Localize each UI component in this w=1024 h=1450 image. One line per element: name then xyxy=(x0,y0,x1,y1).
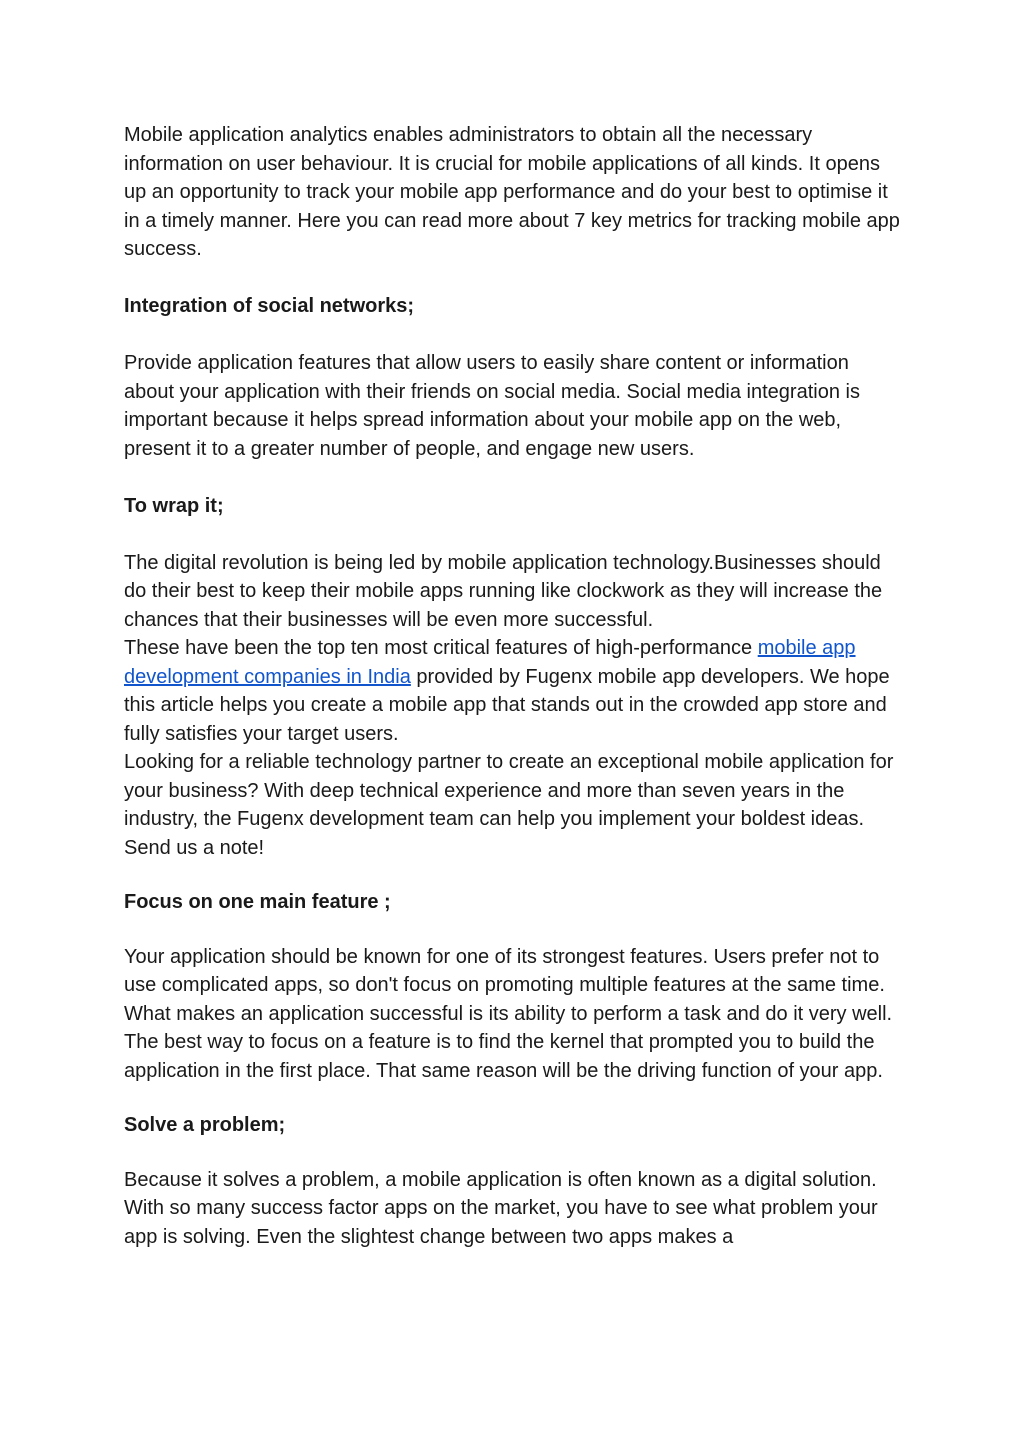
focus-paragraph: Your application should be known for one of its strongest features. Users prefer not to use complicated apps, so don't focus on promoting multiple features at the same time. What makes an application successful is its ability to perform a task and do it very well. The best way to focus on a feature is to find the kernel that prompted you to build the application in the first place. That same reason will be the driving function of your app. xyxy=(124,945,893,1082)
wrap-paragraph-3: Looking for a reliable technology partner to create an exceptional mobile application for your business? With deep technical experience and more than seven years in the industry, the Fugenx development team can help you implement your boldest ideas. Send us a note! xyxy=(124,751,894,859)
heading-social-networks: Integration of social networks; xyxy=(124,295,415,317)
mobile-app-development-link[interactable]: mobile app development companies in India xyxy=(124,637,856,688)
wrap-paragraph-2-tail: provided by Fugenx mobile app developers. We hope this article helps you create a mobile app that stands out in the crowded app store and fully satisfies your target users. xyxy=(124,665,890,745)
document-page xyxy=(124,121,900,1251)
heading-to-wrap-it: To wrap it; xyxy=(124,494,224,517)
intro-paragraph: Mobile application analytics enables administrators to obtain all the necessary information on user behaviour. It is crucial for mobile applications of all kinds. It opens up an opportunity to track your mobile app performance and do your best to optimise it in a timely manner. Here you can read more about 7 key metrics for tracking mobile app success. xyxy=(124,124,900,260)
heading-solve-problem: Solve a problem; xyxy=(124,1114,286,1136)
solve-paragraph: Because it solves a problem, a mobile application is often known as a digital solution. With so many success factor apps on the market, you have to see what problem your app is solving. Even the slightest change between two apps makes a xyxy=(124,1168,878,1248)
wrap-paragraph-2 xyxy=(124,634,900,748)
heading-focus-main-feature: Focus on one main feature ; xyxy=(124,891,391,913)
social-networks-paragraph: Provide application features that allow users to easily share content or information about your application with their friends on social media. Social media integration is important because it helps spread information about your mobile app on the web, present it to a greater number of people, and engage new users. xyxy=(124,352,860,460)
wrap-paragraph-2-lead: These have been the top ten most critical features of high-performance xyxy=(124,637,758,659)
wrap-paragraph-1: The digital revolution is being led by mobile application technology.Businesses should do their best to keep their mobile apps running like clockwork as they will increase the chances that their businesses will be even more successful. xyxy=(124,551,883,631)
